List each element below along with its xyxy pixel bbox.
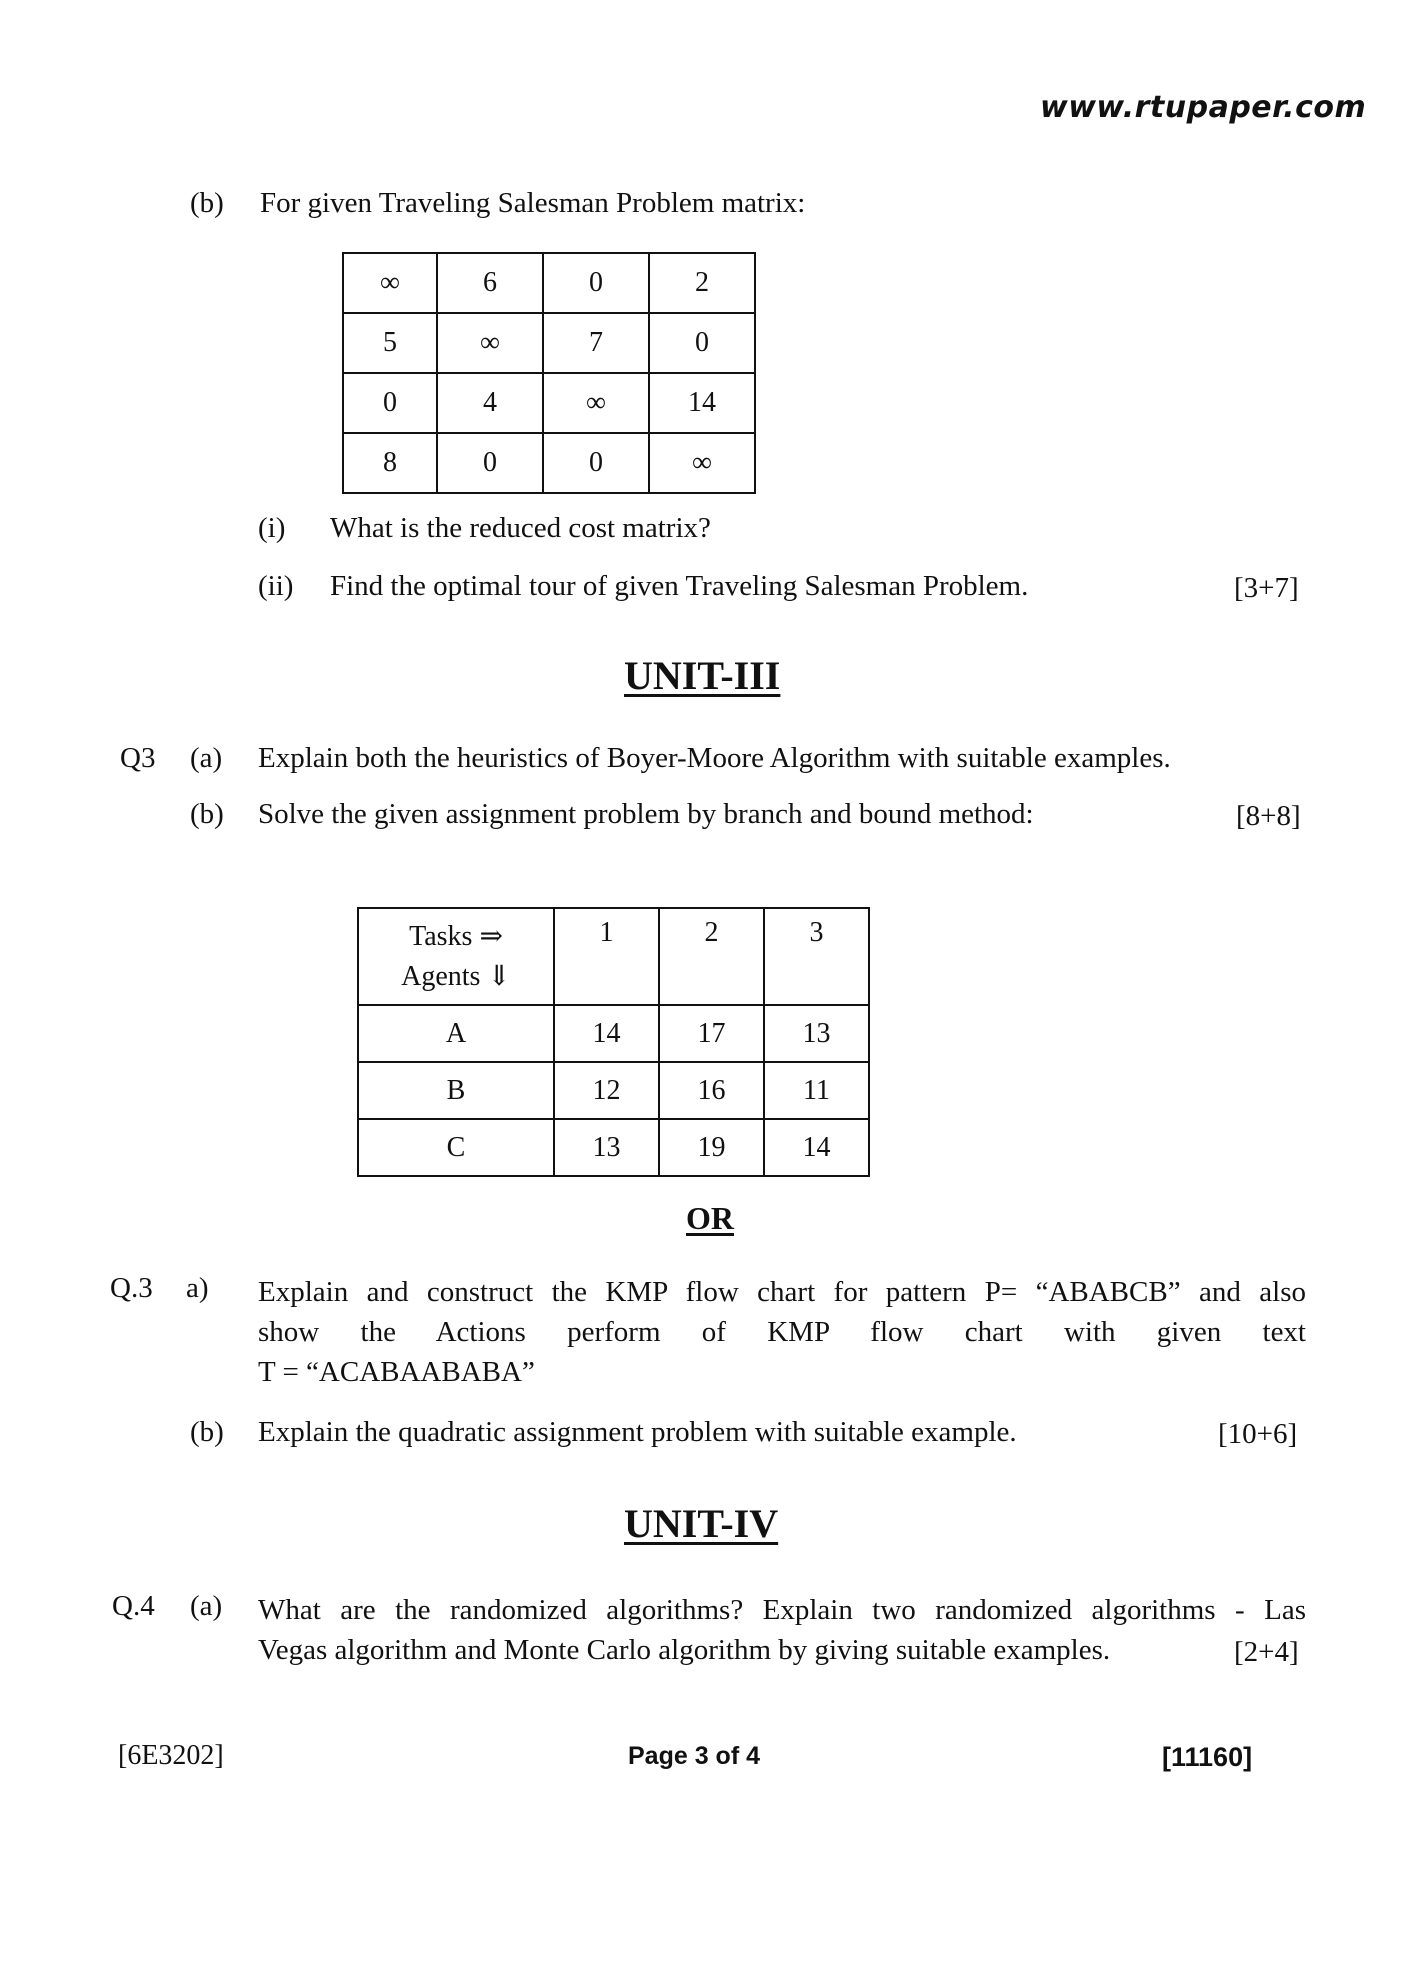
q2b-sub-i-text: What is the reduced cost matrix? (330, 512, 711, 544)
agent-label-cell: B (358, 1062, 554, 1119)
tsp-row (343, 313, 755, 373)
tsp-cell: 4 (437, 373, 543, 433)
task-header-cell: 3 (764, 908, 869, 1005)
task-header-cell: 2 (659, 908, 764, 1005)
q3-alt-label: Q.3 (110, 1272, 153, 1304)
q3-alt-b-label: (b) (190, 1416, 224, 1448)
tsp-row (343, 433, 755, 493)
cost-cell: 13 (554, 1119, 659, 1176)
q2b-sub-ii-label: (ii) (258, 570, 294, 602)
cost-cell: 19 (659, 1119, 764, 1176)
cost-cell: 13 (764, 1005, 869, 1062)
agent-row (358, 1062, 869, 1119)
tsp-cell: ∞ (437, 313, 543, 373)
assignment-corner-cell (358, 908, 554, 1005)
cost-cell: 14 (554, 1005, 659, 1062)
cost-cell: 17 (659, 1005, 764, 1062)
q3-alt-a-line1: Explain and construct the KMP flow chart for pattern P= “ABABCB” and also (258, 1276, 1306, 1308)
q3-marks: [8+8] (1236, 800, 1301, 832)
q3b-text: Solve the given assignment problem by branch and bound method: (258, 798, 1034, 830)
cost-cell: 11 (764, 1062, 869, 1119)
tsp-cell: ∞ (343, 253, 437, 313)
tsp-cell: 0 (343, 373, 437, 433)
q4-label: Q.4 (112, 1590, 155, 1622)
q2b-sub-ii-text: Find the optimal tour of given Traveling Salesman Problem. (330, 570, 1029, 602)
tsp-cell: 0 (649, 313, 755, 373)
unit3-heading: UNIT-III (624, 653, 781, 698)
q3-alt-b-text: Explain the quadratic assignment problem with suitable example. (258, 1416, 1017, 1448)
tsp-cell: ∞ (543, 373, 649, 433)
q3-alt-marks: [10+6] (1218, 1418, 1298, 1450)
tsp-cell: 0 (437, 433, 543, 493)
agents-label: Agents ⇓ (401, 961, 511, 992)
q3-alt-a-line2: show the Actions perform of KMP flow chart with given text (258, 1316, 1306, 1348)
agent-label-cell: A (358, 1005, 554, 1062)
q4a-line2: Vegas algorithm and Monte Carlo algorithm by giving suitable examples. (258, 1634, 1111, 1666)
tsp-matrix (342, 252, 756, 494)
tsp-cell: 7 (543, 313, 649, 373)
tsp-cell: 14 (649, 373, 755, 433)
tsp-cell: 8 (343, 433, 437, 493)
q3a-label: (a) (190, 742, 223, 774)
q4a-line1: What are the randomized algorithms? Explain two randomized algorithms - Las (258, 1594, 1306, 1626)
agent-row (358, 1005, 869, 1062)
tsp-cell: 0 (543, 253, 649, 313)
footer-paper-code: [6E3202] (118, 1740, 224, 1771)
agent-row (358, 1119, 869, 1176)
agent-label-cell: C (358, 1119, 554, 1176)
footer-paper-id: [11160] (1162, 1742, 1253, 1772)
q2b-sub-i-label: (i) (258, 512, 286, 544)
cost-cell: 16 (659, 1062, 764, 1119)
assignment-table (357, 907, 870, 1177)
footer-page-number: Page 3 of 4 (628, 1742, 760, 1770)
tsp-row (343, 373, 755, 433)
assignment-header-row (358, 908, 869, 1005)
or-divider: OR (686, 1200, 734, 1236)
tsp-cell: ∞ (649, 433, 755, 493)
q3a-text: Explain both the heuristics of Boyer-Moore Algorithm with suitable examples. (258, 742, 1171, 774)
q3b-label: (b) (190, 798, 224, 830)
unit4-heading: UNIT-IV (624, 1501, 779, 1546)
q3-alt-a-line3: T = “ACABAABABA” (258, 1356, 535, 1388)
q3-alt-a-label: a) (186, 1272, 209, 1304)
q4-marks: [2+4] (1234, 1636, 1299, 1668)
q4a-label: (a) (190, 1590, 223, 1622)
q2b-text: For given Traveling Salesman Problem matrix: (260, 187, 806, 219)
tsp-cell: 6 (437, 253, 543, 313)
tsp-row (343, 253, 755, 313)
cost-cell: 14 (764, 1119, 869, 1176)
q2b-label: (b) (190, 187, 224, 219)
task-header-cell: 1 (554, 908, 659, 1005)
cost-cell: 12 (554, 1062, 659, 1119)
tasks-label: Tasks ⇒ (409, 921, 503, 952)
website-watermark: www.rtupaper.com (1040, 90, 1367, 125)
tsp-cell: 5 (343, 313, 437, 373)
q3-label: Q3 (120, 742, 156, 774)
tsp-cell: 2 (649, 253, 755, 313)
tsp-cell: 0 (543, 433, 649, 493)
q2b-marks: [3+7] (1234, 572, 1299, 604)
